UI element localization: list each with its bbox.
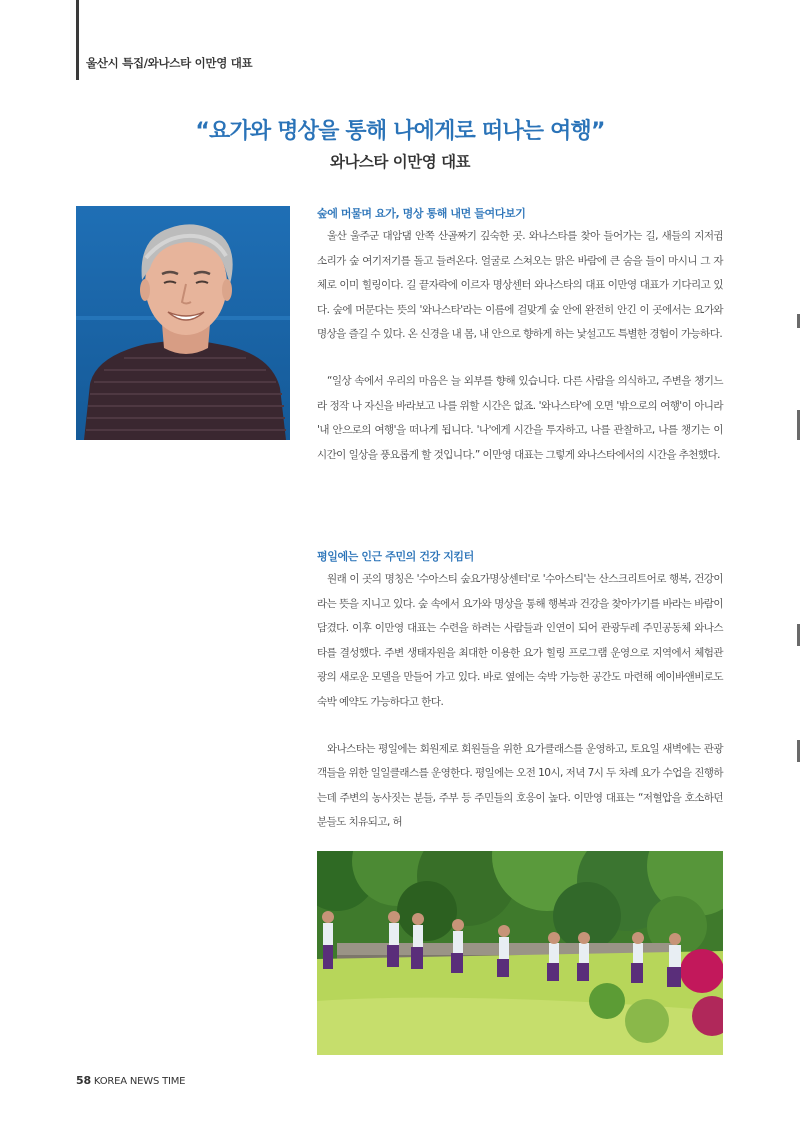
section-1 [317, 205, 723, 467]
byline: 와나스타 이만영 대표 [329, 153, 471, 171]
subhead-2: 평일에는 인근 주민의 건강 지킴터 [317, 550, 474, 563]
headline: “요가와 명상을 통해 나에게로 떠나는 여행” [195, 119, 605, 144]
page-footer [76, 1074, 185, 1087]
portrait-photo [76, 206, 290, 440]
group-photo [317, 851, 723, 1055]
paragraph: 울산 울주군 대암댐 안쪽 산골짜기 깊숙한 곳. 와나스타를 찾아 들어가는 길, 새들의 지저귐 소리가 숲 여기저기를 돌고 들려온다. 얼굴로 스쳐오는 맑은 바람에 큰 숨을 들이 마시니 그 자체로 이미 힐링이다. 길 끝자락에 이르자 명상센터 와나스타의 대표 이만영 대표가 기다리고 있다. 숲에 머문다는 뜻의 '와나스타'라는 이름에 걸맞게 숲 안에 완전히 안긴 이 곳에서는 요가와 명상을 즐길 수 있다. 온 신경을 내 몸, 내 안으로 향하게 하는 낯설고도 특별한 경험이 가능하다. [317, 230, 723, 341]
section-tag: 울산시 특집/와나스타 이만영 대표 [86, 56, 253, 70]
paragraph: 원래 이 곳의 명칭은 '수아스티 숲요가명상센터'로 '수아스티'는 산스크리트어로 행복, 건강이라는 뜻을 지니고 있다. 숲 속에서 요가와 명상을 통해 행복과 건강을 찾아가기를 바라는 바람이 담겼다. 이후 이만영 대표는 수련을 하려는 사람들과 인연이 되어 관광두레 주민공동체 와나스타를 결성했다. 주변 생태자원을 최대한 이용한 요가 힐링 프로그램 운영으로 지역에서 체험관광의 새로운 모델을 만들어 가고 있다. 바로 옆에는 숙박 가능한 공간도 마련해 예이바앤비로도 숙박 예약도 가능하다고 한다. [317, 573, 723, 708]
paragraph: 와나스타는 평일에는 회원제로 회원들을 위한 요가클래스를 운영하고, 토요일 새벽에는 관광객들을 위한 일일클래스를 운영한다. 평일에는 오전 10시, 저녁 7시 두 차례 요가 수업을 진행하는데 주변의 농사짓는 분들, 주부 등 주민들의 호응이 높다. 이만영 대표는 “저혈압을 호소하던 분들도 치유되고, 허 [317, 742, 723, 829]
header-rule [76, 0, 79, 80]
page-number: 58 [76, 1074, 91, 1087]
paragraph: “일상 속에서 우리의 마음은 늘 외부를 향해 있습니다. 다른 사람을 의식하고, 주변을 챙기느라 정작 나 자신을 바라보고 나를 위할 시간은 없죠. '와나스타'에 오면 '밖으로의 여행'이 아니라 '내 안으로의 여행'을 떠나게 됩니다. '나'에게 시간을 투자하고, 나를 관찰하고, 나를 챙기는 이 시간이 일상을 풍요롭게 할 것입니다.” 이만영 대표는 그렇게 와나스타에서의 시간을 추천했다. [317, 374, 723, 461]
publication-name: KOREA NEWS TIME [93, 1076, 186, 1087]
subhead-1: 숲에 머물며 요가, 명상 통해 내면 들여다보기 [317, 207, 526, 220]
section-2 [317, 548, 723, 835]
